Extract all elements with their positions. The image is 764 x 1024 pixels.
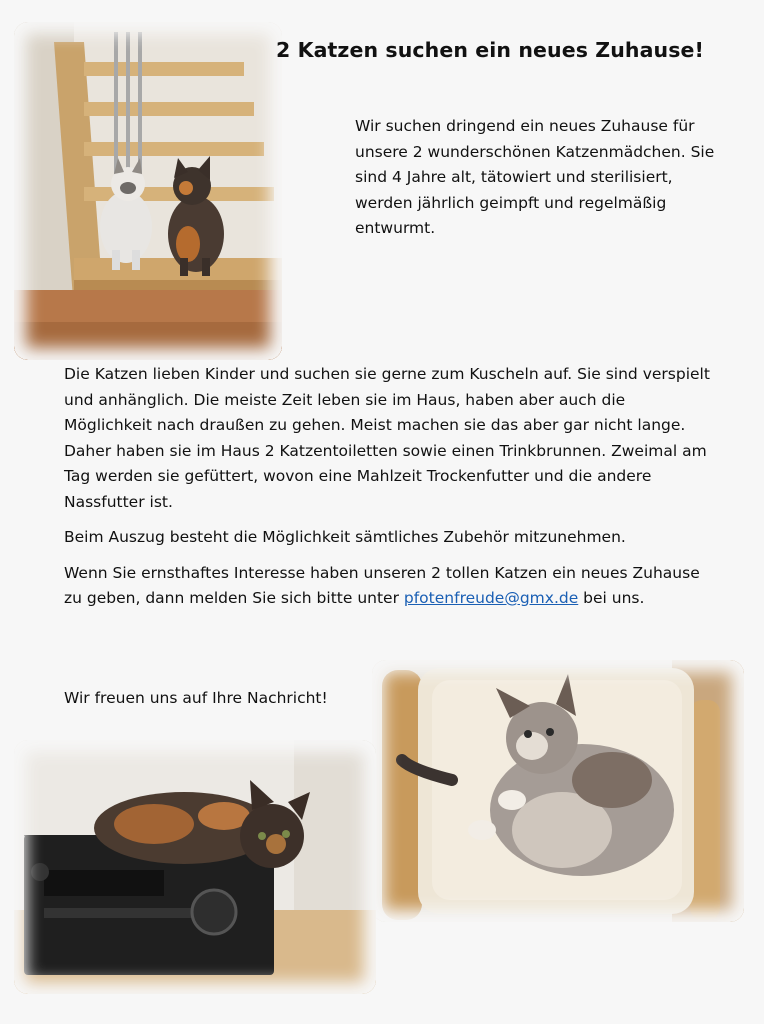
paragraph-contact bbox=[64, 561, 710, 612]
email-link[interactable]: pfotenfreude@gmx.de bbox=[403, 589, 579, 607]
photo-two-cats-on-stairs bbox=[14, 22, 282, 360]
closing-line: Wir freuen uns auf Ihre Nachricht! bbox=[64, 689, 328, 707]
photo-cat-on-amplifier bbox=[14, 740, 376, 994]
paragraph-cat-description: Die Katzen lieben Kinder und suchen sie gerne zum Kuscheln auf. Sie sind verspielt und anhänglich. Die meiste Zeit leben sie im Haus, haben aber auch die Möglichkeit nach draußen zu gehen. Meist machen sie das aber gar nicht lange. Daher haben sie im Haus 2 Katzentoiletten sowie einen Trinkbrunnen. Zweimal am Tag werden sie gefüttert, wovon eine Mahlzeit Trockenfutter und die andere Nassfutter ist. bbox=[64, 365, 710, 511]
intro-paragraph: Wir suchen dringend ein neues Zuhause für unsere 2 wunderschönen Katzenmädchen. Sie sind 4 Jahre alt, tätowiert und sterilisiert, werden jährlich geimpft und regelmäßig entwurmt. bbox=[355, 117, 715, 237]
contact-text-after: bei uns. bbox=[578, 589, 645, 607]
paragraph-accessories: Beim Auszug besteht die Möglichkeit sämtliches Zubehör mitzunehmen. bbox=[64, 528, 626, 546]
page-title: 2 Katzen suchen ein neues Zuhause! bbox=[276, 38, 704, 62]
main-text bbox=[64, 362, 710, 622]
photo-cat-in-chair bbox=[372, 660, 744, 922]
contact-text-before: Wenn Sie ernsthaftes Interesse haben unseren 2 tollen Katzen ein neues Zuhause zu geben, dann melden Sie sich bitte unter bbox=[64, 563, 700, 607]
